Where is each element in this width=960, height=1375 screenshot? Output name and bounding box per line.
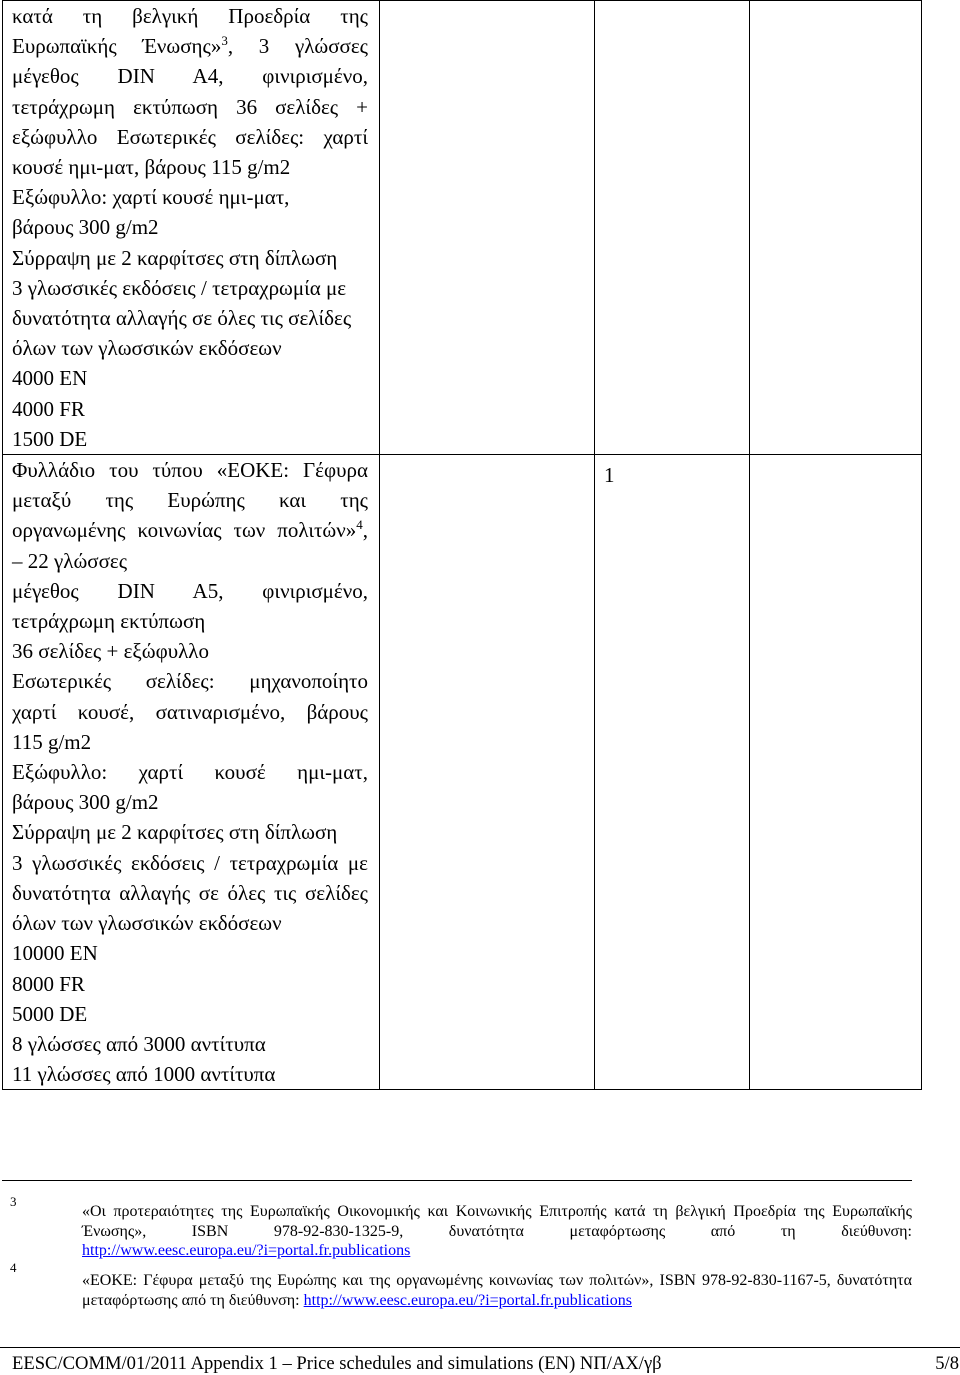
description-line: δυνατότητα αλλαγής σε όλες τις σελίδες bbox=[12, 306, 352, 331]
table-cell bbox=[380, 455, 595, 1090]
description-line: Εξώφυλλο: χαρτί κουσέ ημι-ματ, bbox=[12, 185, 290, 210]
description-line bbox=[12, 31, 368, 61]
description-line: μέγεθος DIN A5, φινιρισμένο, bbox=[12, 578, 368, 603]
footnote-line-text: μεταφόρτωσης από τη διεύθυνση: bbox=[82, 1291, 300, 1309]
footnote-separator bbox=[2, 1180, 912, 1181]
publications-link[interactable]: http://www.eesc.europa.eu/?i=portal.fr.publications bbox=[82, 1242, 411, 1259]
footnote-reference: 4 bbox=[356, 517, 363, 533]
footnote-text bbox=[82, 1271, 912, 1310]
description-line: όλων των γλωσσικών εκδόσεων bbox=[12, 911, 282, 936]
table-cell bbox=[750, 1, 922, 455]
description-line: 10000 EN bbox=[12, 941, 98, 966]
table-cell-value: 1 bbox=[604, 463, 615, 488]
footnote-line: Ένωσης», ISBN 978-92-830-1325-9, δυνατότητα μεταφόρτωσης από τη διεύθυνση: bbox=[82, 1222, 912, 1240]
description-line: 4000 EN bbox=[12, 366, 88, 391]
footnote-number: 4 bbox=[10, 1260, 17, 1275]
description-line: βάρους 300 g/m2 bbox=[12, 215, 159, 240]
description-line: μεταξύ της Ευρώπης και της bbox=[12, 488, 368, 513]
page-number: 5/8 bbox=[935, 1353, 959, 1374]
footnote-line bbox=[82, 1241, 912, 1261]
description-cell bbox=[3, 455, 380, 1090]
footnote-reference: 3 bbox=[221, 33, 228, 49]
description-line: 36 σελίδες + εξώφυλλο bbox=[12, 639, 209, 664]
table-cell bbox=[595, 1, 750, 455]
description-line: Φυλλάδιο του τύπου «ΕΟΚΕ: Γέφυρα bbox=[12, 458, 368, 483]
description-line: τετράχρωμη εκτύπωση 36 σελίδες + bbox=[12, 94, 368, 119]
description-line: μέγεθος DIN A4, φινιρισμένο, bbox=[12, 64, 368, 89]
description-line: χαρτί κουσέ, σατιναρισμένο, βάρους bbox=[12, 699, 368, 724]
description-text: Ευρωπαϊκής Ένωσης» bbox=[12, 34, 222, 59]
description-line bbox=[12, 515, 368, 545]
footer-divider bbox=[0, 1347, 960, 1348]
description-text: , bbox=[362, 518, 368, 543]
description-text: οργανωμένης κοινωνίας των πολιτών» bbox=[12, 518, 357, 543]
description-line: κατά τη βελγική Προεδρία της bbox=[12, 4, 368, 28]
description-line: δυνατότητα αλλαγής σε όλες τις σελίδες bbox=[12, 880, 368, 905]
description-line: Εσωτερικές σελίδες: μηχανοποίητο bbox=[12, 669, 368, 694]
description-line: 1500 DE bbox=[12, 426, 88, 451]
footnote-line: «Οι προτεραιότητες της Ευρωπαϊκής Οικονομικής και Κοινωνικής Επιτροπής κατά τη βελγική Προεδρία της Ευρωπαϊκής bbox=[82, 1203, 912, 1220]
publications-link[interactable]: http://www.eesc.europa.eu/?i=portal.fr.publications bbox=[303, 1291, 632, 1309]
description-line: κουσέ ημι-ματ, βάρους 115 g/m2 bbox=[12, 155, 291, 180]
description-line: 3 γλωσσικές εκδόσεις / τετραχρωμία με bbox=[12, 275, 347, 300]
price-table bbox=[2, 0, 922, 1090]
table-cell bbox=[750, 455, 922, 1090]
table-cell bbox=[380, 1, 595, 455]
description-line: Σύρραψη με 2 καρφίτσες στη δίπλωση bbox=[12, 245, 338, 270]
page-footer bbox=[12, 1354, 959, 1374]
description-line: Σύρραψη με 2 καρφίτσες στη δίπλωση bbox=[12, 820, 338, 845]
description-line: 11 γλώσσες από 1000 αντίτυπα bbox=[12, 1062, 276, 1087]
description-line: εξώφυλλο Εσωτερικές σελίδες: χαρτί bbox=[12, 124, 368, 149]
document-reference: EESC/COMM/01/2011 Appendix 1 – Price schedules and simulations (EN) ΝΠ/ΑΧ/γβ bbox=[12, 1353, 662, 1374]
description-line: 8 γλώσσες από 3000 αντίτυπα bbox=[12, 1031, 266, 1056]
description-line: – 22 γλώσσες bbox=[12, 548, 128, 573]
description-text: , 3 γλώσσες bbox=[227, 34, 368, 59]
description-cell bbox=[3, 1, 380, 455]
description-line: 8000 FR bbox=[12, 971, 85, 996]
description-line: τετράχρωμη εκτύπωση bbox=[12, 609, 206, 634]
footnote-number: 3 bbox=[10, 1194, 17, 1209]
description-line: 115 g/m2 bbox=[12, 729, 92, 754]
description-line: Εξώφυλλο: χαρτί κουσέ ημι-ματ, bbox=[12, 760, 368, 785]
description-line: βάρους 300 g/m2 bbox=[12, 790, 159, 815]
footnote-line: «ΕΟΚΕ: Γέφυρα μεταξύ της Ευρώπης και της οργανωμένης κοινωνίας των πολιτών», ISBN 978-92-830-1167-5, δυνατότητα bbox=[82, 1272, 912, 1289]
description-line: 4000 FR bbox=[12, 396, 85, 421]
footnote-line bbox=[82, 1291, 912, 1311]
table-cell bbox=[595, 455, 750, 1090]
description-line: όλων των γλωσσικών εκδόσεων bbox=[12, 336, 282, 361]
description-line: 5000 DE bbox=[12, 1001, 88, 1026]
footnote-text bbox=[82, 1202, 912, 1261]
description-line: 3 γλωσσικές εκδόσεις / τετραχρωμία με bbox=[12, 850, 368, 875]
